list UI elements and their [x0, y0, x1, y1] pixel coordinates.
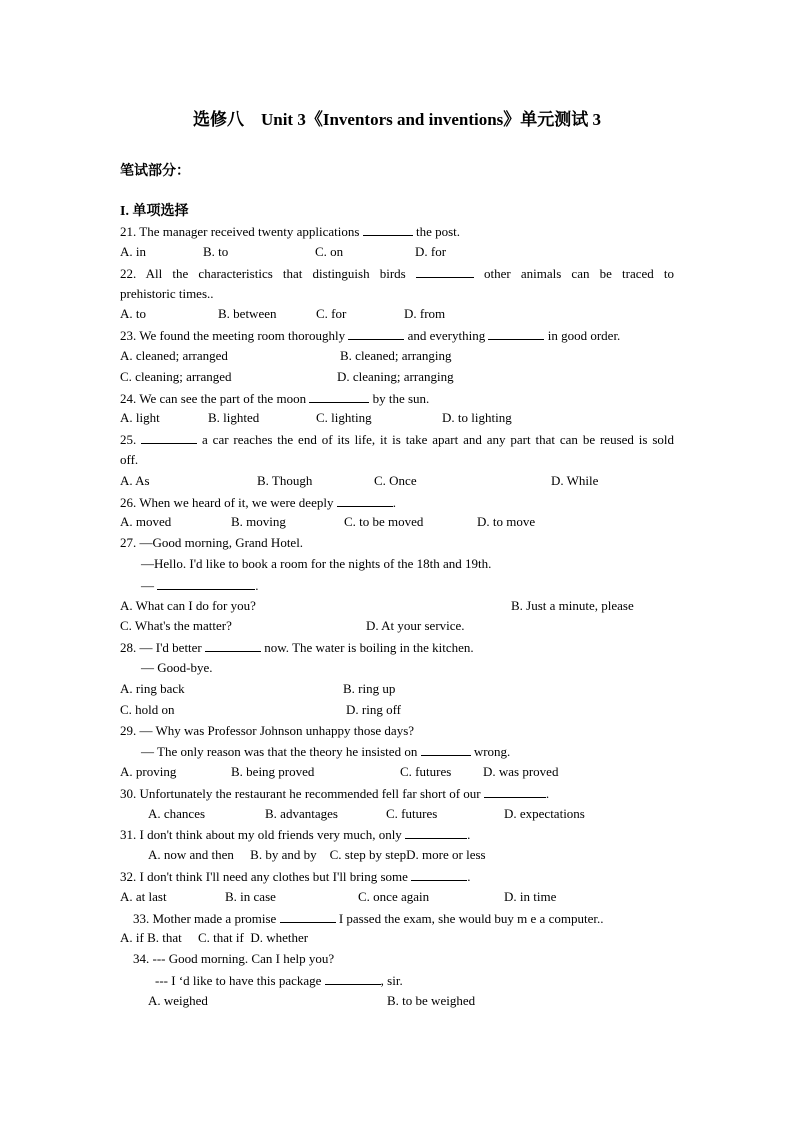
question-29-line-2: — The only reason was that the theory he insisted on wrong. [141, 744, 511, 759]
q22-option-d: D. from [404, 306, 446, 321]
q27-option-b: B. Just a minute, please [511, 598, 634, 613]
question-32: 32. I don't think I'll need any clothes but I'll bring some . [120, 869, 471, 884]
q24-option-c: C. lighting [316, 410, 372, 425]
q30-option-b: B. advantages [265, 806, 338, 821]
answer-blank [363, 222, 413, 236]
answer-blank [405, 825, 467, 839]
written-section-heading: 笔试部分： [120, 164, 190, 179]
q23-option-a: A. cleaned; arranged [120, 348, 228, 363]
question-21: 21. The manager received twenty applications the post. [120, 224, 461, 239]
q29-option-c: C. futures [400, 764, 452, 779]
q23-option-b: B. cleaned; arranging [340, 348, 452, 363]
q27-option-c: C. What's the matter? [120, 618, 232, 633]
q34-option-b: B. to be weighed [387, 993, 476, 1008]
q24-option-a: A. light [120, 410, 160, 425]
q21-option-c: C. on [315, 244, 344, 259]
q25-option-a: A. As [120, 473, 150, 488]
answer-blank [205, 638, 261, 652]
q32-option-a: A. at last [120, 889, 167, 904]
question-34: 34. --- Good morning. Can I help you? [133, 951, 335, 966]
question-25-cont: off. [120, 452, 139, 467]
q26-option-b: B. moving [231, 514, 286, 529]
answer-blank [416, 264, 474, 278]
q26-option-d: D. to move [477, 514, 536, 529]
question-24: 24. We can see the part of the moon by the sun. [120, 391, 430, 406]
question-22: 22. All the characteristics that distinguish birds other animals can be traced to [120, 266, 674, 281]
question-29: 29. — Why was Professor Johnson unhappy those days? [120, 723, 415, 738]
q29-option-b: B. being proved [231, 764, 315, 779]
question-27-line-2: —Hello. I'd like to book a room for the nights of the 18th and 19th. [141, 556, 492, 571]
q30-option-c: C. futures [386, 806, 438, 821]
question-23: 23. We found the meeting room thoroughly and everything in good order. [120, 328, 621, 343]
q23-option-d: D. cleaning; arranging [337, 369, 454, 384]
q31-options: A. now and then B. by and by C. step by stepD. more or less [148, 847, 486, 862]
q28-option-b: B. ring up [343, 681, 396, 696]
q29-option-d: D. was proved [483, 764, 559, 779]
q26-option-c: C. to be moved [344, 514, 424, 529]
q22-option-b: B. between [218, 306, 277, 321]
answer-blank [309, 389, 369, 403]
q28-option-c: C. hold on [120, 702, 175, 717]
q25-option-b: B. Though [257, 473, 313, 488]
question-28: 28. — I'd better now. The water is boiling in the kitchen. [120, 640, 474, 655]
q27-option-d: D. At your service. [366, 618, 465, 633]
question-26: 26. When we heard of it, we were deeply . [120, 495, 396, 510]
q32-option-c: C. once again [358, 889, 430, 904]
q28-option-a: A. ring back [120, 681, 185, 696]
q30-option-d: D. expectations [504, 806, 585, 821]
q28-option-d: D. ring off [346, 702, 402, 717]
question-33: 33. Mother made a promise I passed the exam, she would buy m e a computer.. [133, 911, 604, 926]
answer-blank [325, 971, 381, 985]
answer-blank [141, 430, 197, 444]
question-31: 31. I don't think about my old friends very much, only . [120, 827, 471, 842]
answer-blank [488, 326, 544, 340]
q33-options: A. if B. that C. that if D. whether [120, 930, 309, 945]
q24-option-d: D. to lighting [442, 410, 512, 425]
q25-option-c: C. Once [374, 473, 417, 488]
question-28-line-2: — Good-bye. [141, 660, 213, 675]
answer-blank [411, 867, 467, 881]
q21-option-b: B. to [203, 244, 229, 259]
q34-option-a: A. weighed [148, 993, 208, 1008]
answer-blank [421, 742, 471, 756]
q21-option-d: D. for [415, 244, 447, 259]
page-title: 选修八 Unit 3《Inventors and inventions》单元测试 3 [192, 110, 602, 129]
q27-option-a: A. What can I do for you? [120, 598, 256, 613]
section-heading: I. 单项选择 [120, 204, 189, 219]
answer-blank [157, 576, 255, 590]
answer-blank [348, 326, 404, 340]
answer-blank [280, 909, 336, 923]
answer-blank [484, 784, 546, 798]
answer-blank [337, 493, 393, 507]
question-34-line-2: --- I ‘d like to have this package , sir. [155, 973, 403, 988]
q26-option-a: A. moved [120, 514, 172, 529]
q29-option-a: A. proving [120, 764, 177, 779]
q21-option-a: A. in [120, 244, 146, 259]
question-25: 25. a car reaches the end of its life, it is take apart and any part that can be reused is sold [120, 432, 675, 447]
q30-option-a: A. chances [148, 806, 206, 821]
q22-option-c: C. for [316, 306, 347, 321]
question-30: 30. Unfortunately the restaurant he recommended fell far short of our . [120, 786, 550, 801]
q22-option-a: A. to [120, 306, 146, 321]
question-22-cont: prehistoric times.. [120, 286, 214, 301]
q32-option-d: D. in time [504, 889, 557, 904]
q32-option-b: B. in case [225, 889, 276, 904]
question-27: 27. —Good morning, Grand Hotel. [120, 535, 304, 550]
q25-option-d: D. While [551, 473, 599, 488]
q23-option-c: C. cleaning; arranged [120, 369, 232, 384]
question-27-line-3: — . [141, 578, 259, 593]
q24-option-b: B. lighted [208, 410, 260, 425]
